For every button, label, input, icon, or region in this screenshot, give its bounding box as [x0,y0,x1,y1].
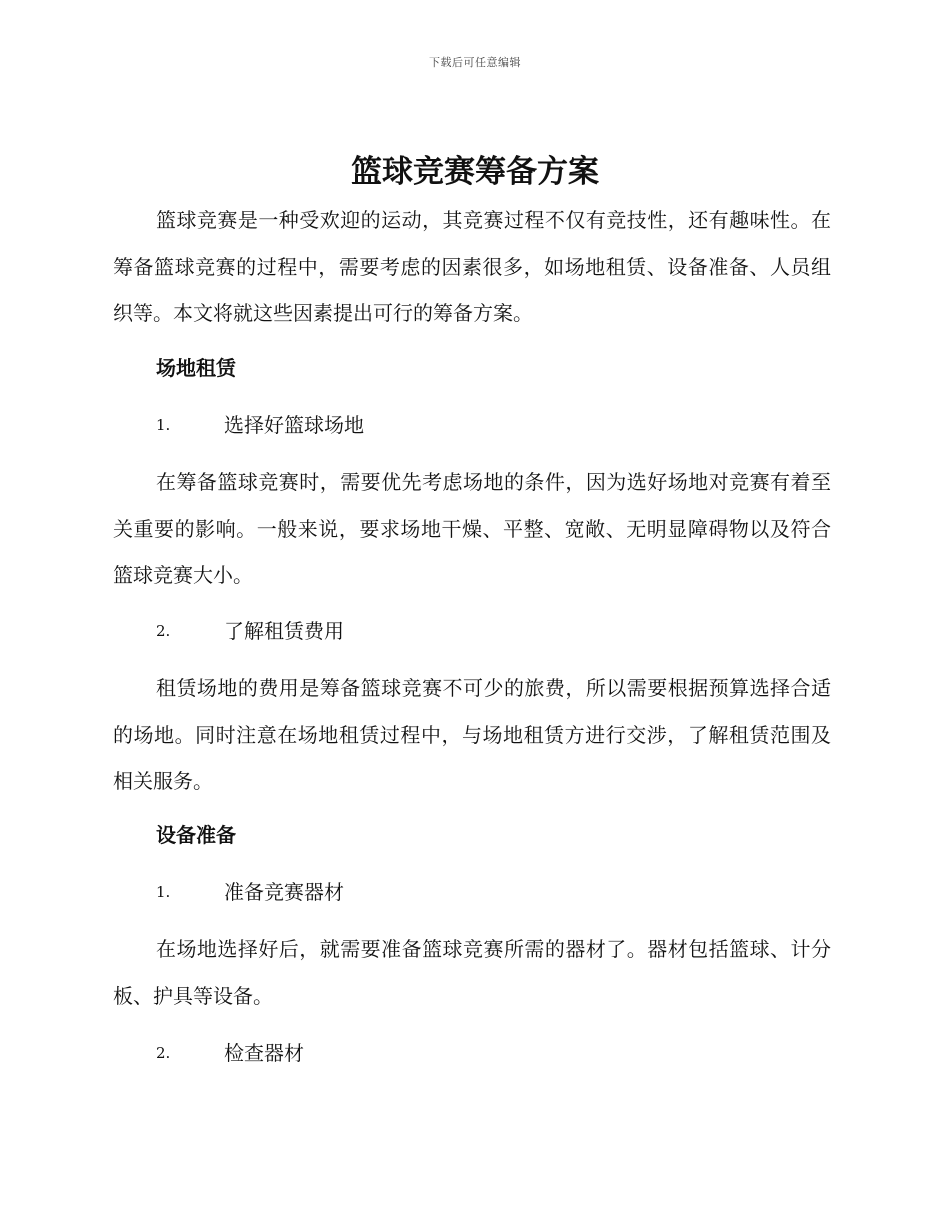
list-item-number: 1. [156,416,171,434]
list-item-title: 准备竞赛器材 [224,880,344,904]
list-item-title: 检查器材 [224,1041,304,1065]
list-item-title: 了解租赁费用 [224,619,344,643]
list-item-number: 2. [156,622,171,640]
section-heading-venue-rental: 场地租赁 [156,356,236,380]
list-item-body: 在筹备篮球竞赛时，需要优先考虑场地的条件，因为选好场地对竞赛有着至关重要的影响。一般来说，要求场地干燥、平整、宽敞、无明显障碍物以及符合篮球竞赛大小。 [113,470,831,587]
header-note: 下载后可任意编辑 [429,56,521,69]
list-item-body: 租赁场地的费用是筹备篮球竞赛不可少的旅费，所以需要根据预算选择合适的场地。同时注意在场地租赁过程中，与场地租赁方进行交涉，了解租赁范围及相关服务。 [113,676,831,793]
list-item-number: 1. [156,883,171,901]
list-item-title: 选择好篮球场地 [224,413,364,437]
list-item [156,410,836,440]
list-item [156,877,836,907]
list-item [156,1038,836,1068]
section-heading-equipment: 设备准备 [156,823,236,847]
list-item-number: 2. [156,1044,171,1062]
document-title: 篮球竞赛筹备方案 [351,154,599,190]
list-item [156,616,836,646]
list-item-body: 在场地选择好后，就需要准备篮球竞赛所需的器材了。器材包括篮球、计分板、护具等设备。 [113,937,831,1008]
intro-paragraph: 篮球竞赛是一种受欢迎的运动，其竞赛过程不仅有竞技性，还有趣味性。在筹备篮球竞赛的过程中，需要考虑的因素很多，如场地租赁、设备准备、人员组织等。本文将就这些因素提出可行的筹备方案。 [113,208,831,325]
